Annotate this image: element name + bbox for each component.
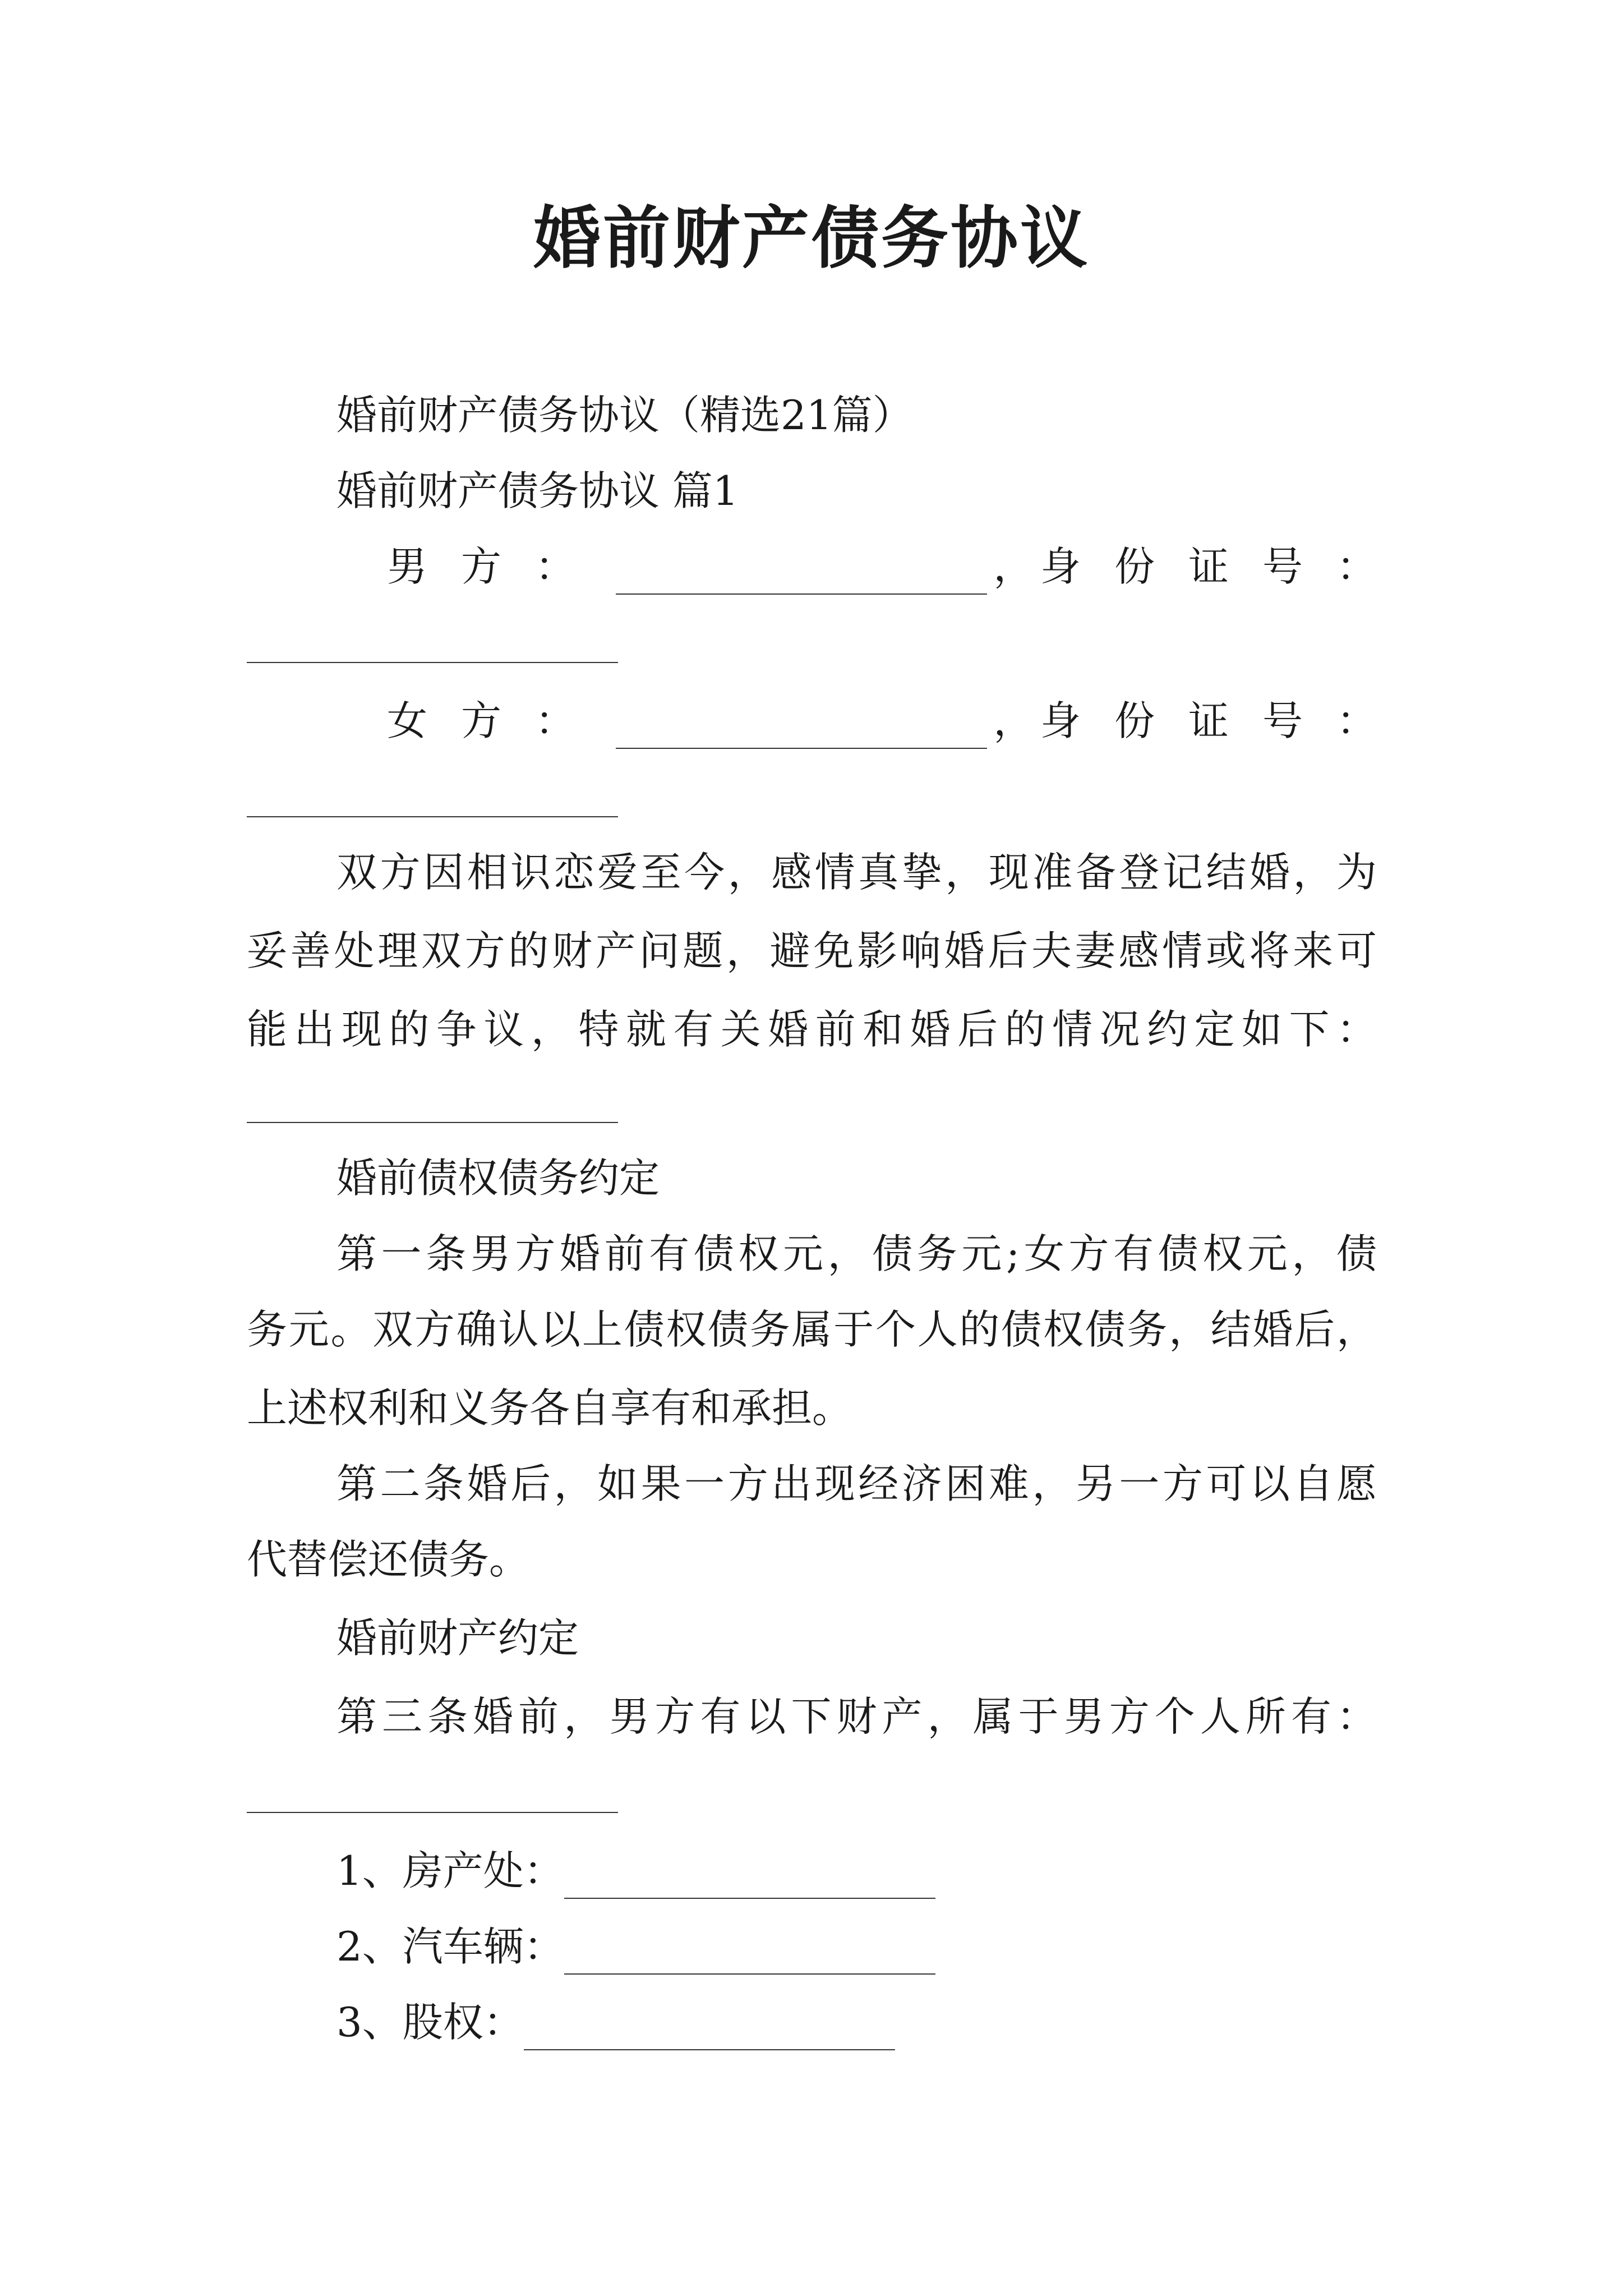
item-house (336, 1843, 935, 1899)
female-name-blank (616, 705, 987, 749)
item-car-label: 2、汽车辆： (336, 1923, 564, 1970)
female-party-row (387, 693, 1410, 749)
subtitle: 婚前财产债务协议（精选21篇） (336, 392, 913, 439)
item-car-blank (564, 1931, 935, 1975)
male-id-label: 身份证号： (1040, 543, 1410, 590)
item-equity-label: 3、股权： (336, 1999, 524, 2046)
male-party-row (387, 539, 1410, 595)
article3-line-1: 第三条婚前，男方有以下财产，属于男方个人所有： (336, 1693, 1377, 1740)
item-equity-blank (524, 2007, 895, 2050)
item-car (336, 1918, 935, 1975)
item-house-label: 1、房产处： (336, 1847, 564, 1894)
property-heading: 婚前财产约定 (336, 1614, 579, 1662)
document-title: 婚前财产债务协议 (533, 199, 1090, 278)
male-label: 男方： (387, 543, 610, 590)
section-heading: 婚前财产债务协议 篇1 (336, 467, 739, 514)
article1-line-1: 第一条男方婚前有债权元，债务元;女方有债权元，债 (336, 1230, 1377, 1277)
article3-blank (247, 1812, 618, 1813)
male-comma: ， (993, 543, 1034, 590)
item-equity (336, 1994, 895, 2050)
male-id-blank (247, 662, 618, 663)
article2-line-1: 第二条婚后，如果一方出现经济困难，另一方可以自愿 (336, 1460, 1377, 1507)
female-label: 女方： (387, 697, 610, 744)
female-id-label: 身份证号： (1040, 697, 1410, 744)
article1-line-3: 上述权利和义务各自享有和承担。 (247, 1384, 853, 1432)
item-house-blank (564, 1855, 935, 1899)
intro-line-1: 双方因相识恋爱至今，感情真挚，现准备登记结婚，为 (336, 849, 1377, 896)
male-name-blank (616, 551, 987, 595)
intro-line-2: 妥善处理双方的财产问题，避免影响婚后夫妻感情或将来可 (247, 927, 1377, 974)
female-id-blank (247, 816, 618, 817)
debt-heading: 婚前债权债务约定 (336, 1154, 660, 1202)
article2-line-2: 代替偿还债务。 (247, 1536, 530, 1583)
article1-line-2: 务元。双方确认以上债权债务属于个人的债权债务，结婚后， (247, 1306, 1377, 1353)
intro-blank (247, 1122, 618, 1123)
female-comma: ， (993, 697, 1034, 744)
intro-line-3: 能出现的争议，特就有关婚前和婚后的情况约定如下： (247, 1006, 1377, 1053)
